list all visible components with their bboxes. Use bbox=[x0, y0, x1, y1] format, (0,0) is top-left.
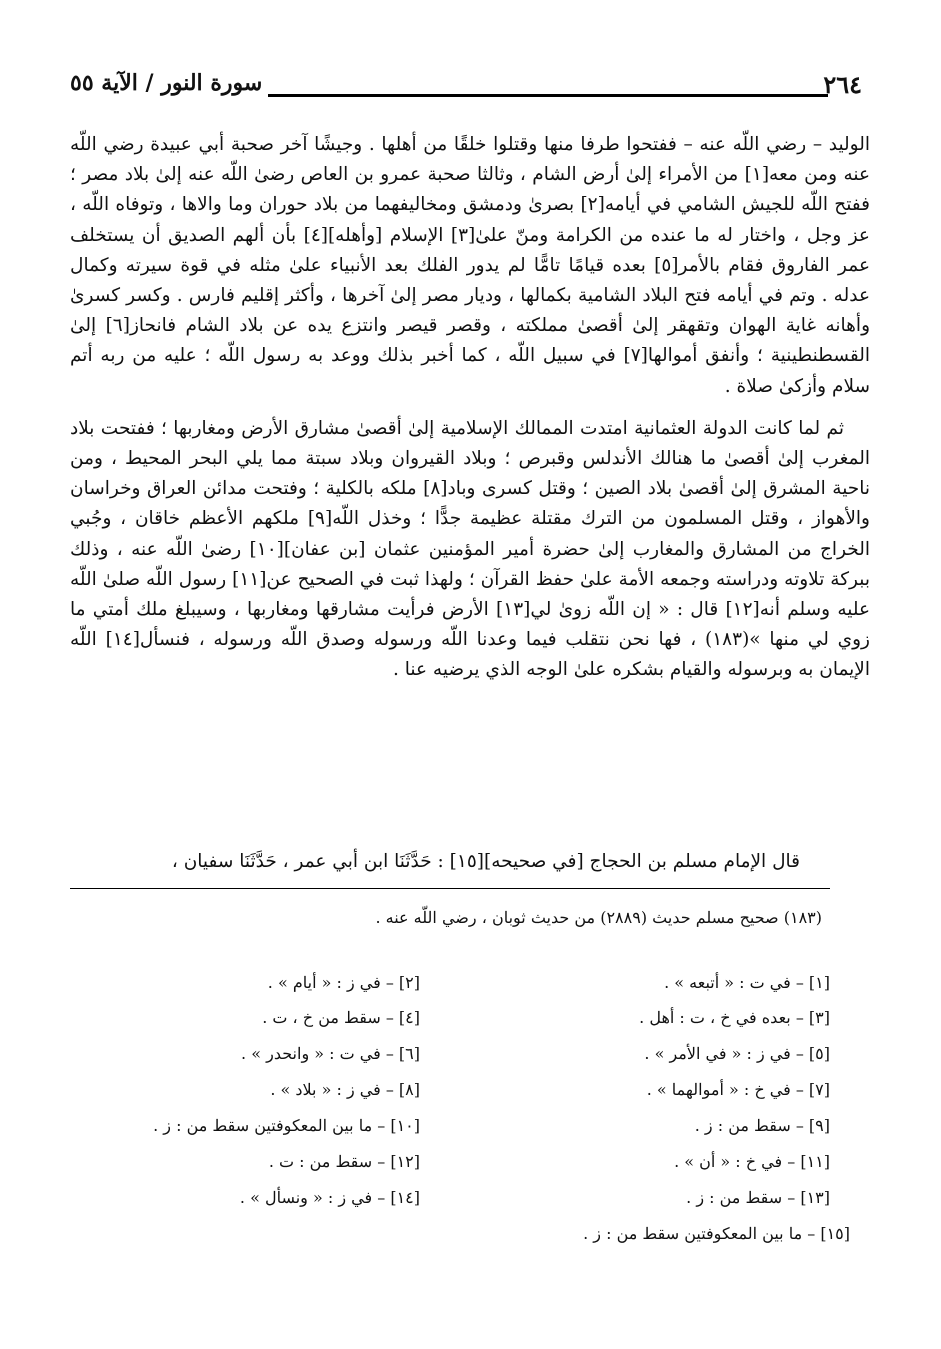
note-3: [٣] – بعده في خ ، ت : أهل . bbox=[639, 1008, 830, 1027]
last-line-text: قال الإمام مسلم بن الحجاج [في صحيحه][١٥] : حَدَّثَنَا ابن أبي عمر ، حَدَّثَنَا سفيان ، bbox=[171, 851, 800, 872]
paragraph: ثم لما كانت الدولة العثمانية امتدت الممالك الإسلامية إلىٰ أقصىٰ مشارق الأرض ومغاربها ؛ ففتحت بلاد المغرب إلىٰ أقصىٰ ما هنالك الأندلس وقبرص ؛ وبلاد القيروان وبلاد سبتة مما يلي البحر المحيط ، ومن ناحية المشرق إلىٰ أقصىٰ بلاد الصين ؛ وقتل كسرى وباد[٨] ملكه بالكلية ؛ وفتحت مدائن العراق وخراسان والأهواز ، وقتل المسلمون من الترك مقتلة عظيمة جدًّا ؛ وخذل اللّه[٩] ملكهم الأعظم خاقان ، وجُبي الخراج من المشارق والمغارب إلىٰ حضرة أمير المؤمنين عثمان [بن عفان][١٠] رضىٰ اللّه عنه ، وذلك ببركة تلاوته ودراسته وجمعه الأمة علىٰ حفظ القرآن ؛ ولهذا ثبت في الصحيح عن[١١] رسول اللّه صلىٰ اللّه عليه وسلم أنه[١٢] قال : « إن اللّه زوىٰ لي[١٣] الأرض فرأيت مشارقها ومغاربها ، وسيبلغ ملك أمتي ما زوي لي منها »(١٨٣) ، فها نحن نتقلب فيما وعدنا اللّه ورسوله وصدق اللّه ورسوله ، فنسأل[١٤] اللّه الإيمان به وبرسوله والقيام بشكره علىٰ الوجه الذي يرضيه عنا . bbox=[70, 417, 870, 681]
main-footnote: (١٨٣) صحيح مسلم حديث (٢٨٨٩) من حديث ثوبان ، رضي اللّه عنه . bbox=[375, 908, 822, 927]
note-11: [١١] – في خ : « أن » . bbox=[674, 1152, 830, 1171]
note-10: [١٠] – ما بين المعكوفتين سقط من : ز . bbox=[153, 1116, 420, 1135]
note-6: [٦] – في ت : « وانحدر » . bbox=[241, 1044, 420, 1063]
note-15: [١٥] – ما بين المعكوفتين سقط من : ز . bbox=[583, 1224, 850, 1243]
note-8: [٨] – في ز : « بلاد » . bbox=[270, 1080, 420, 1099]
note-1: [١] – في ت : « أتبعه » . bbox=[664, 973, 830, 992]
note-12: [١٢] – سقط من : ت . bbox=[268, 1152, 420, 1171]
paragraph-continuation bbox=[70, 847, 830, 877]
running-title: سورة النور / الآية ٥٥ bbox=[70, 70, 263, 96]
note-7: [٧] – في خ : « أموالهما » . bbox=[646, 1080, 830, 1099]
note-13: [١٣] – سقط من : ز . bbox=[686, 1188, 830, 1207]
paragraph: الوليد – رضي اللّه عنه – ففتحوا طرفا منها وقتلوا خلقًا من أهلها . وجيشًا آخر صحبة أبي عبيدة رضي اللّه عنه ومن معه[١] من الأمراء إلىٰ أرض الشام ، وثالثا صحبة عمرو بن العاص رضىٰ اللّه عنه إلىٰ بلاد مصر ؛ ففتح اللّه للجيش الشامي في أيامه[٢] بصرىٰ ودمشق ومخاليفهما من بلاد حوران وما والاها ، وتوفاه اللّه ، عز وجل ، واختار له ما عنده من الكرامة ومنّ علىٰ[٣] الإسلام [وأهله][٤] بأن ألهم الصديق أن يستخلف عمر الفاروق فقام بالأمر[٥] بعده قيامًا تامًّا لم يدور الفلك بعد الأنبياء علىٰ مثله في قوة سيرته وكمال عدله . وتم في أيامه فتح البلاد الشامية بكمالها ، وديار مصر إلىٰ آخرها ، وأكثر إقليم فارس . وكسر كسرىٰ وأهانه غاية الهوان وتقهقر إلىٰ أقصىٰ مملكته ، وقصر قيصر وانتزع يده عن بلاد الشام فانحاز[٦] إلىٰ القسطنطينية ؛ وأنفق أموالها[٧] في سبيل اللّه ، كما أخبر بذلك ووعد به رسول اللّه ؛ عليه من ربه أتم سلام وأزكىٰ صلاة . bbox=[70, 134, 871, 397]
footnote-separator bbox=[70, 888, 830, 889]
note-5: [٥] – في ز : « في الأمر » . bbox=[644, 1044, 830, 1063]
note-2: [٢] – في ز : « أيام » . bbox=[267, 973, 420, 992]
note-14: [١٤] – في ز : « ونسأل » . bbox=[239, 1188, 420, 1207]
header-rule bbox=[268, 94, 828, 97]
body-text bbox=[70, 130, 870, 686]
note-9: [٩] – سقط من : ز . bbox=[694, 1116, 830, 1135]
page-header bbox=[70, 70, 862, 110]
page-number: ٢٦٤ bbox=[823, 70, 862, 99]
note-4: [٤] – سقط من خ ، ت . bbox=[262, 1008, 420, 1027]
